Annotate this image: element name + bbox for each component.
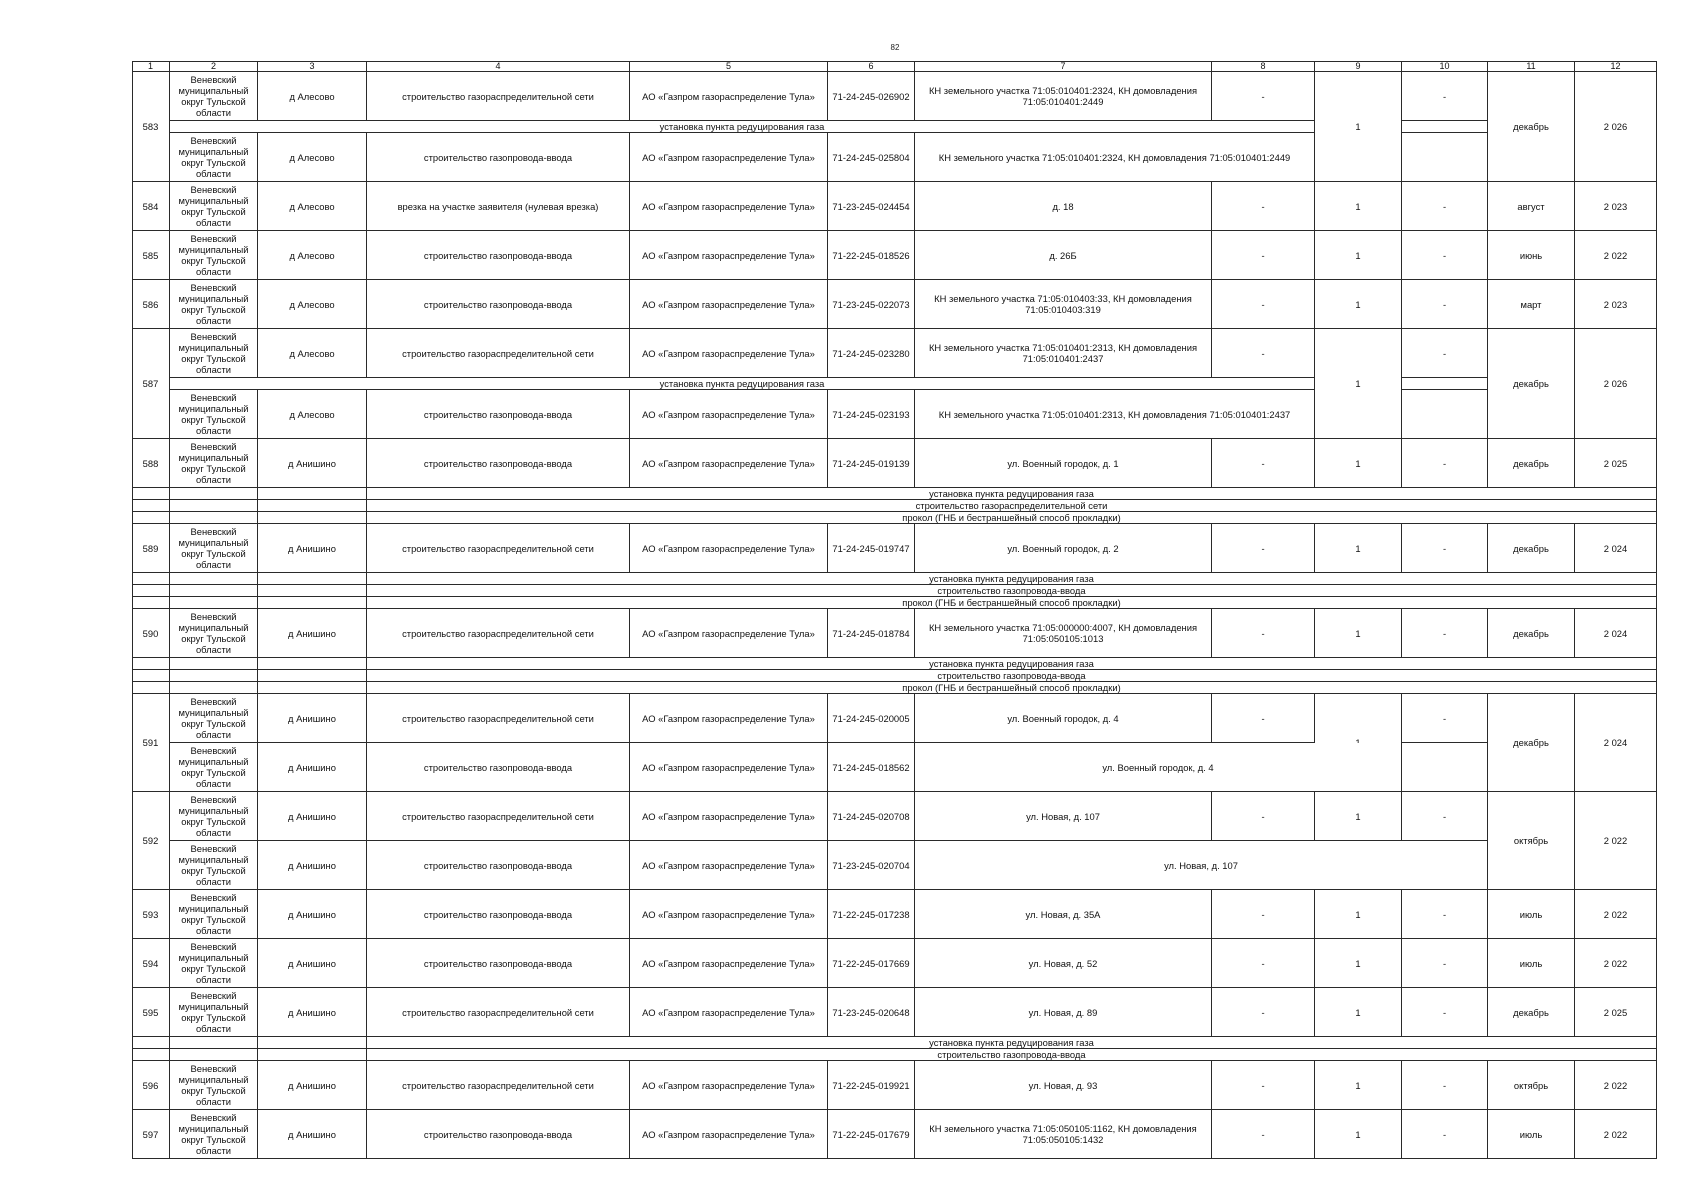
year-cell: 2 024 [1575, 609, 1657, 658]
settlement-cell: д Анишино [258, 524, 367, 573]
work-type-cell: строительство газораспределительной сети [367, 329, 630, 378]
row-number: 583 [132, 72, 170, 182]
empty-cell [132, 573, 170, 585]
year-cell: 2 024 [1575, 524, 1657, 573]
column-header: 4 [367, 61, 630, 72]
work-type-cell: строительство газопровода-ввода [367, 841, 630, 890]
settlement-cell: д Анишино [258, 939, 367, 988]
work-type-cell: строительство газопровода-ввода [367, 939, 630, 988]
sub-work-row: прокол (ГНБ и бестраншейный способ прокладки) [367, 512, 1657, 524]
empty-cell [132, 670, 170, 682]
row-number: 591 [132, 694, 170, 792]
col10-cell: - [1402, 231, 1488, 280]
col10-cell: - [1402, 1110, 1488, 1159]
operator-cell: АО «Газпром газораспределение Тула» [630, 609, 828, 658]
month-cell: июль [1488, 939, 1575, 988]
address-cell: ул. Новая, д. 35А [915, 890, 1212, 939]
address-cell: д. 18 [915, 182, 1212, 231]
month-cell: октябрь [1488, 792, 1575, 890]
col9-cell: 1 [1315, 439, 1402, 488]
month-cell: декабрь [1488, 609, 1575, 658]
empty-cell [258, 573, 367, 585]
empty-cell [258, 488, 367, 500]
municipality-cell: Веневский муниципальный округ Тульской области [170, 694, 258, 743]
row-number: 585 [132, 231, 170, 280]
sub-work-row: установка пункта редуцирования газа [170, 378, 1315, 390]
col10-cell: - [1402, 329, 1488, 378]
col10-cell [1402, 743, 1488, 792]
operator-cell: АО «Газпром газораспределение Тула» [630, 1061, 828, 1110]
operator-cell: АО «Газпром газораспределение Тула» [630, 329, 828, 378]
column-header: 3 [258, 61, 367, 72]
col8-cell: - [1212, 1110, 1315, 1159]
settlement-cell: д Анишино [258, 694, 367, 743]
col10-cell [1402, 121, 1488, 133]
work-type-cell: врезка на участке заявителя (нулевая врезка) [367, 182, 630, 231]
empty-cell [132, 500, 170, 512]
settlement-cell: д Алесово [258, 72, 367, 121]
col9-cell: 1 [1315, 1110, 1402, 1159]
address-cell: КН земельного участка 71:05:010401:2313, КН домовладения 71:05:010401:2437 [915, 329, 1212, 378]
empty-cell [258, 512, 367, 524]
year-cell: 2 025 [1575, 439, 1657, 488]
work-type-cell: строительство газораспределительной сети [367, 1061, 630, 1110]
year-cell: 2 022 [1575, 890, 1657, 939]
operator-cell: АО «Газпром газораспределение Тула» [630, 280, 828, 329]
empty-cell [170, 1049, 258, 1061]
application-code-cell: 71-22-245-018526 [828, 231, 915, 280]
col10-cell [1402, 390, 1488, 439]
municipality-cell: Веневский муниципальный округ Тульской области [170, 329, 258, 378]
empty-cell [258, 1037, 367, 1049]
application-code-cell: 71-22-245-017679 [828, 1110, 915, 1159]
month-cell: декабрь [1488, 694, 1575, 792]
operator-cell: АО «Газпром газораспределение Тула» [630, 939, 828, 988]
empty-cell [258, 658, 367, 670]
address-cell: ул. Новая, д. 107 [915, 792, 1212, 841]
application-code-cell: 71-24-245-018562 [828, 743, 915, 792]
empty-cell [258, 1049, 367, 1061]
application-code-cell: 71-22-245-017238 [828, 890, 915, 939]
row-number: 586 [132, 280, 170, 329]
month-cell: июль [1488, 890, 1575, 939]
month-cell: октябрь [1488, 1061, 1575, 1110]
municipality-cell: Веневский муниципальный округ Тульской области [170, 792, 258, 841]
col8-cell: - [1212, 329, 1315, 378]
month-cell: декабрь [1488, 524, 1575, 573]
col8-cell: - [1212, 439, 1315, 488]
settlement-cell: д Алесово [258, 231, 367, 280]
municipality-cell: Веневский муниципальный округ Тульской области [170, 231, 258, 280]
municipality-cell: Веневский муниципальный округ Тульской области [170, 1061, 258, 1110]
empty-cell [170, 573, 258, 585]
municipality-cell: Веневский муниципальный округ Тульской области [170, 890, 258, 939]
sub-work-row: строительство газопровода-ввода [367, 1049, 1657, 1061]
address-cell: ул. Новая, д. 107 [915, 841, 1488, 890]
year-cell: 2 024 [1575, 694, 1657, 792]
sub-work-row: установка пункта редуцирования газа [367, 658, 1657, 670]
work-type-cell: строительство газораспределительной сети [367, 524, 630, 573]
settlement-cell: д Анишино [258, 1061, 367, 1110]
col8-cell: - [1212, 694, 1315, 743]
col10-cell: - [1402, 694, 1488, 743]
row-number: 584 [132, 182, 170, 231]
year-cell: 2 025 [1575, 988, 1657, 1037]
col9-cell: 1 [1315, 939, 1402, 988]
application-code-cell: 71-24-245-020708 [828, 792, 915, 841]
col8-cell: - [1212, 1061, 1315, 1110]
year-cell: 2 026 [1575, 329, 1657, 439]
column-header: 9 [1315, 61, 1402, 72]
col10-cell: - [1402, 609, 1488, 658]
month-cell: июнь [1488, 231, 1575, 280]
municipality-cell: Веневский муниципальный округ Тульской области [170, 939, 258, 988]
application-code-cell: 71-22-245-017669 [828, 939, 915, 988]
year-cell: 2 022 [1575, 792, 1657, 890]
col10-cell: - [1402, 1061, 1488, 1110]
empty-cell [170, 670, 258, 682]
operator-cell: АО «Газпром газораспределение Тула» [630, 1110, 828, 1159]
empty-cell [258, 682, 367, 694]
municipality-cell: Веневский муниципальный округ Тульской области [170, 439, 258, 488]
month-cell: август [1488, 182, 1575, 231]
address-cell: КН земельного участка 71:05:010401:2324, КН домовладения 71:05:010401:2449 [915, 133, 1315, 182]
month-cell: декабрь [1488, 329, 1575, 439]
work-type-cell: строительство газопровода-ввода [367, 890, 630, 939]
month-cell: июль [1488, 1110, 1575, 1159]
work-type-cell: строительство газопровода-ввода [367, 133, 630, 182]
col8-cell: - [1212, 988, 1315, 1037]
data-table [132, 61, 1657, 1159]
operator-cell: АО «Газпром газораспределение Тула» [630, 72, 828, 121]
address-cell: ул. Новая, д. 89 [915, 988, 1212, 1037]
sub-work-row: прокол (ГНБ и бестраншейный способ прокладки) [367, 682, 1657, 694]
work-type-cell: строительство газопровода-ввода [367, 439, 630, 488]
address-cell: д. 26Б [915, 231, 1212, 280]
application-code-cell: 71-23-245-022073 [828, 280, 915, 329]
empty-cell [170, 488, 258, 500]
settlement-cell: д Анишино [258, 609, 367, 658]
year-cell: 2 022 [1575, 1061, 1657, 1110]
settlement-cell: д Анишино [258, 743, 367, 792]
empty-cell [170, 585, 258, 597]
year-cell: 2 023 [1575, 280, 1657, 329]
empty-cell [170, 682, 258, 694]
col10-cell [1402, 133, 1488, 182]
col10-cell: - [1402, 280, 1488, 329]
address-cell: ул. Новая, д. 52 [915, 939, 1212, 988]
application-code-cell: 71-23-245-024454 [828, 182, 915, 231]
empty-cell [258, 500, 367, 512]
address-cell: ул. Военный городок, д. 4 [915, 743, 1402, 792]
sub-work-row: строительство газопровода-ввода [367, 670, 1657, 682]
col10-cell: - [1402, 939, 1488, 988]
work-type-cell: строительство газораспределительной сети [367, 694, 630, 743]
year-cell: 2 026 [1575, 72, 1657, 182]
month-cell: декабрь [1488, 988, 1575, 1037]
settlement-cell: д Анишино [258, 841, 367, 890]
column-header: 1 [132, 61, 170, 72]
municipality-cell: Веневский муниципальный округ Тульской области [170, 743, 258, 792]
municipality-cell: Веневский муниципальный округ Тульской области [170, 390, 258, 439]
operator-cell: АО «Газпром газораспределение Тула» [630, 390, 828, 439]
year-cell: 2 023 [1575, 182, 1657, 231]
sub-work-row: строительство газопровода-ввода [367, 585, 1657, 597]
col8-cell: - [1212, 182, 1315, 231]
col8-cell: - [1212, 72, 1315, 121]
col10-cell: - [1402, 439, 1488, 488]
col9-cell: 1 [1315, 988, 1402, 1037]
col9-cell: 1 [1315, 182, 1402, 231]
work-type-cell: строительство газопровода-ввода [367, 1110, 630, 1159]
empty-cell [170, 512, 258, 524]
settlement-cell: д Анишино [258, 439, 367, 488]
col10-cell: - [1402, 890, 1488, 939]
empty-cell [132, 585, 170, 597]
empty-cell [258, 597, 367, 609]
settlement-cell: д Анишино [258, 988, 367, 1037]
address-cell: ул. Военный городок, д. 1 [915, 439, 1212, 488]
address-cell: КН земельного участка 71:05:010403:33, КН домовладения 71:05:010403:319 [915, 280, 1212, 329]
sub-work-row: установка пункта редуцирования газа [367, 488, 1657, 500]
column-header: 6 [828, 61, 915, 72]
row-number: 590 [132, 609, 170, 658]
empty-cell [132, 488, 170, 500]
col8-cell: - [1212, 609, 1315, 658]
application-code-cell: 71-24-245-023280 [828, 329, 915, 378]
col9-cell: 1 [1315, 72, 1402, 182]
col9-cell: 1 [1315, 609, 1402, 658]
col9-cell: 1 [1315, 792, 1402, 841]
operator-cell: АО «Газпром газораспределение Тула» [630, 524, 828, 573]
column-header: 10 [1402, 61, 1488, 72]
application-code-cell: 71-24-245-019747 [828, 524, 915, 573]
col8-cell: - [1212, 890, 1315, 939]
operator-cell: АО «Газпром газораспределение Тула» [630, 743, 828, 792]
application-code-cell: 71-23-245-020648 [828, 988, 915, 1037]
empty-cell [132, 597, 170, 609]
municipality-cell: Веневский муниципальный округ Тульской области [170, 988, 258, 1037]
empty-cell [170, 658, 258, 670]
col9-cell: 1 [1315, 890, 1402, 939]
column-header: 11 [1488, 61, 1575, 72]
work-type-cell: строительство газораспределительной сети [367, 72, 630, 121]
settlement-cell: д Алесово [258, 390, 367, 439]
month-cell: декабрь [1488, 439, 1575, 488]
col10-cell: - [1402, 524, 1488, 573]
col8-cell: - [1212, 231, 1315, 280]
operator-cell: АО «Газпром газораспределение Тула» [630, 988, 828, 1037]
settlement-cell: д Алесово [258, 329, 367, 378]
operator-cell: АО «Газпром газораспределение Тула» [630, 890, 828, 939]
application-code-cell: 71-24-245-019139 [828, 439, 915, 488]
page-number: 82 [890, 43, 900, 52]
settlement-cell: д Алесово [258, 182, 367, 231]
empty-cell [132, 1037, 170, 1049]
empty-cell [170, 500, 258, 512]
col10-cell [1402, 378, 1488, 390]
operator-cell: АО «Газпром газораспределение Тула» [630, 133, 828, 182]
municipality-cell: Веневский муниципальный округ Тульской области [170, 182, 258, 231]
application-code-cell: 71-24-245-025804 [828, 133, 915, 182]
row-number: 587 [132, 329, 170, 439]
application-code-cell: 71-24-245-023193 [828, 390, 915, 439]
col10-cell: - [1402, 72, 1488, 121]
month-cell: март [1488, 280, 1575, 329]
row-number: 592 [132, 792, 170, 890]
operator-cell: АО «Газпром газораспределение Тула» [630, 792, 828, 841]
col8-cell: - [1212, 939, 1315, 988]
municipality-cell: Веневский муниципальный округ Тульской области [170, 133, 258, 182]
col10-cell: - [1402, 182, 1488, 231]
work-type-cell: строительство газораспределительной сети [367, 792, 630, 841]
address-cell: КН земельного участка 71:05:010401:2324, КН домовладения 71:05:010401:2449 [915, 72, 1212, 121]
work-type-cell: строительство газопровода-ввода [367, 743, 630, 792]
empty-cell [170, 1037, 258, 1049]
application-code-cell: 71-23-245-020704 [828, 841, 915, 890]
row-number: 597 [132, 1110, 170, 1159]
address-cell: КН земельного участка 71:05:000000:4007, КН домовладения 71:05:050105:1013 [915, 609, 1212, 658]
application-code-cell: 71-24-245-026902 [828, 72, 915, 121]
column-header: 7 [915, 61, 1212, 72]
empty-cell [132, 682, 170, 694]
address-cell: КН земельного участка 71:05:010401:2313, КН домовладения 71:05:010401:2437 [915, 390, 1315, 439]
sub-work-row: установка пункта редуцирования газа [170, 121, 1315, 133]
address-cell: КН земельного участка 71:05:050105:1162, КН домовладения 71:05:050105:1432 [915, 1110, 1212, 1159]
empty-cell [258, 670, 367, 682]
year-cell: 2 022 [1575, 1110, 1657, 1159]
application-code-cell: 71-24-245-020005 [828, 694, 915, 743]
work-type-cell: строительство газопровода-ввода [367, 390, 630, 439]
settlement-cell: д Анишино [258, 890, 367, 939]
empty-cell [170, 597, 258, 609]
col10-cell: - [1402, 988, 1488, 1037]
col10-cell: - [1402, 792, 1488, 841]
municipality-cell: Веневский муниципальный округ Тульской области [170, 1110, 258, 1159]
application-code-cell: 71-22-245-019921 [828, 1061, 915, 1110]
operator-cell: АО «Газпром газораспределение Тула» [630, 694, 828, 743]
sub-work-row: установка пункта редуцирования газа [367, 1037, 1657, 1049]
year-cell: 2 022 [1575, 231, 1657, 280]
column-header: 8 [1212, 61, 1315, 72]
municipality-cell: Веневский муниципальный округ Тульской области [170, 280, 258, 329]
municipality-cell: Веневский муниципальный округ Тульской области [170, 841, 258, 890]
month-cell: декабрь [1488, 72, 1575, 182]
address-cell: ул. Военный городок, д. 2 [915, 524, 1212, 573]
column-header: 12 [1575, 61, 1657, 72]
settlement-cell: д Анишино [258, 792, 367, 841]
settlement-cell: д Алесово [258, 280, 367, 329]
operator-cell: АО «Газпром газораспределение Тула» [630, 439, 828, 488]
col9-cell: 1 [1315, 231, 1402, 280]
settlement-cell: д Алесово [258, 133, 367, 182]
row-number: 595 [132, 988, 170, 1037]
municipality-cell: Веневский муниципальный округ Тульской области [170, 72, 258, 121]
municipality-cell: Веневский муниципальный округ Тульской области [170, 609, 258, 658]
empty-cell [132, 1049, 170, 1061]
sub-work-row: прокол (ГНБ и бестраншейный способ прокладки) [367, 597, 1657, 609]
municipality-cell: Веневский муниципальный округ Тульской области [170, 524, 258, 573]
work-type-cell: строительство газораспределительной сети [367, 609, 630, 658]
empty-cell [258, 585, 367, 597]
work-type-cell: строительство газопровода-ввода [367, 280, 630, 329]
address-cell: ул. Новая, д. 93 [915, 1061, 1212, 1110]
application-code-cell: 71-24-245-018784 [828, 609, 915, 658]
operator-cell: АО «Газпром газораспределение Тула» [630, 841, 828, 890]
row-number: 593 [132, 890, 170, 939]
col9-cell: 1 [1315, 280, 1402, 329]
row-number: 589 [132, 524, 170, 573]
operator-cell: АО «Газпром газораспределение Тула» [630, 231, 828, 280]
sub-work-row: установка пункта редуцирования газа [367, 573, 1657, 585]
row-number: 594 [132, 939, 170, 988]
settlement-cell: д Анишино [258, 1110, 367, 1159]
year-cell: 2 022 [1575, 939, 1657, 988]
column-header: 2 [170, 61, 258, 72]
empty-cell [132, 658, 170, 670]
col8-cell: - [1212, 524, 1315, 573]
empty-cell [132, 512, 170, 524]
col9-cell: 1 [1315, 524, 1402, 573]
address-cell: ул. Военный городок, д. 4 [915, 694, 1212, 743]
row-number: 596 [132, 1061, 170, 1110]
work-type-cell: строительство газораспределительной сети [367, 988, 630, 1037]
column-header: 5 [630, 61, 828, 72]
col9-cell: 1 [1315, 329, 1402, 439]
work-type-cell: строительство газопровода-ввода [367, 231, 630, 280]
row-number: 588 [132, 439, 170, 488]
col8-cell: - [1212, 280, 1315, 329]
sub-work-row: строительство газораспределительной сети [367, 500, 1657, 512]
operator-cell: АО «Газпром газораспределение Тула» [630, 182, 828, 231]
col8-cell: - [1212, 792, 1315, 841]
col9-cell: 1 [1315, 1061, 1402, 1110]
